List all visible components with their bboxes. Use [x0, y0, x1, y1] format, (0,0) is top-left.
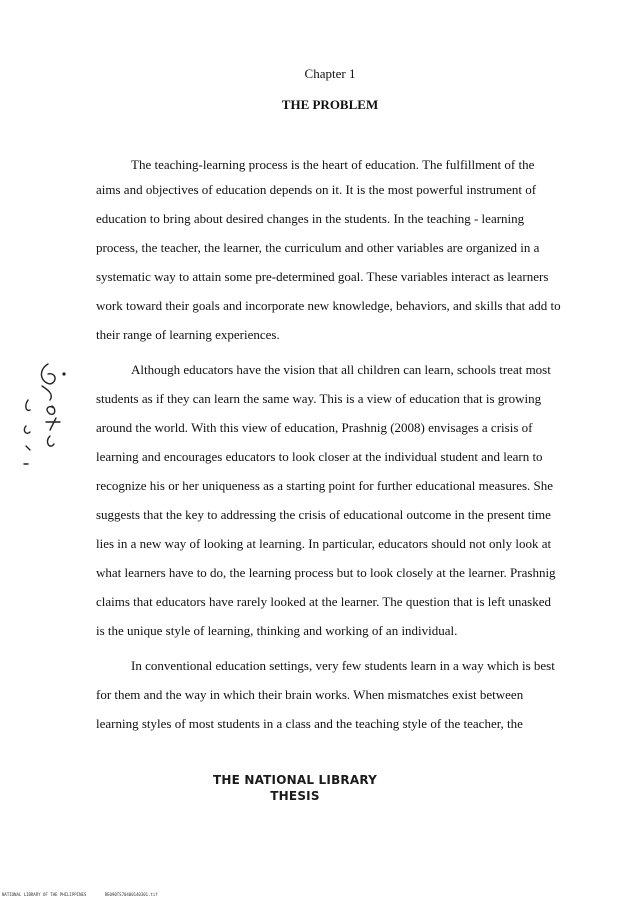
text-line: Although educators have the vision that all children can learn, schools treat most	[131, 362, 551, 377]
text-line: In conventional education settings, very few students learn in a way which is best	[131, 658, 555, 673]
text-line: systematic way to attain some pre-determined goal. These variables interact as learners	[96, 269, 549, 284]
text-line: what learners have to do, the learning process but to look closely at the learner. Prashnig	[96, 565, 556, 580]
text-line: lies in a new way of looking at learning. In particular, educators should not only look at	[96, 536, 552, 551]
text-line: learning and encourages educators to look closer at the individual student and learn to	[96, 449, 543, 464]
text-line: learning styles of most students in a class and the teaching style of the teacher, the	[96, 716, 523, 731]
text-line: process, the teacher, the learner, the curriculum and other variables are organized in a	[96, 240, 540, 255]
text-line: suggests that the key to addressing the crisis of educational outcome in the present time	[96, 507, 551, 522]
chapter-label: Chapter 1	[304, 66, 356, 81]
stamp-line-library: THE NATIONAL LIBRARY	[212, 773, 378, 787]
text-line: is the unique style of learning, thinking and working of an individual.	[96, 623, 458, 638]
text-line: education to bring about desired changes in the students. In the teaching - learning	[96, 211, 525, 226]
chapter-title: THE PROBLEM	[281, 97, 379, 112]
footer-library-name: NATIONAL LIBRARY OF THE PHILIPPINES	[2, 892, 87, 897]
text-line: students as if they can learn the same way. This is a view of education that is growing	[96, 391, 542, 406]
text-line: their range of learning experiences.	[96, 327, 280, 342]
stamp-line-thesis: THESIS	[270, 789, 320, 803]
text-line: claims that educators have rarely looked at the learner. The question that is left unasked	[96, 594, 551, 609]
footer-file-id: RE090TS70400140301.tif	[104, 892, 158, 897]
scan-footer	[2, 892, 174, 897]
text-line: The teaching-learning process is the heart of education. The fulfillment of the	[131, 157, 535, 172]
text-line: aims and objectives of education depends on it. It is the most powerful instrument of	[96, 182, 537, 197]
library-stamp	[0, 772, 590, 804]
text-line: recognize his or her uniqueness as a starting point for further educational measures. She	[96, 478, 554, 493]
handwritten-margin-mark	[20, 360, 70, 490]
text-line: around the world. With this view of education, Prashnig (2008) envisages a crisis of	[96, 420, 533, 435]
text-line: for them and the way in which their brain works. When mismatches exist between	[96, 687, 524, 702]
text-line: work toward their goals and incorporate new knowledge, behaviors, and skills that add to	[96, 298, 561, 313]
